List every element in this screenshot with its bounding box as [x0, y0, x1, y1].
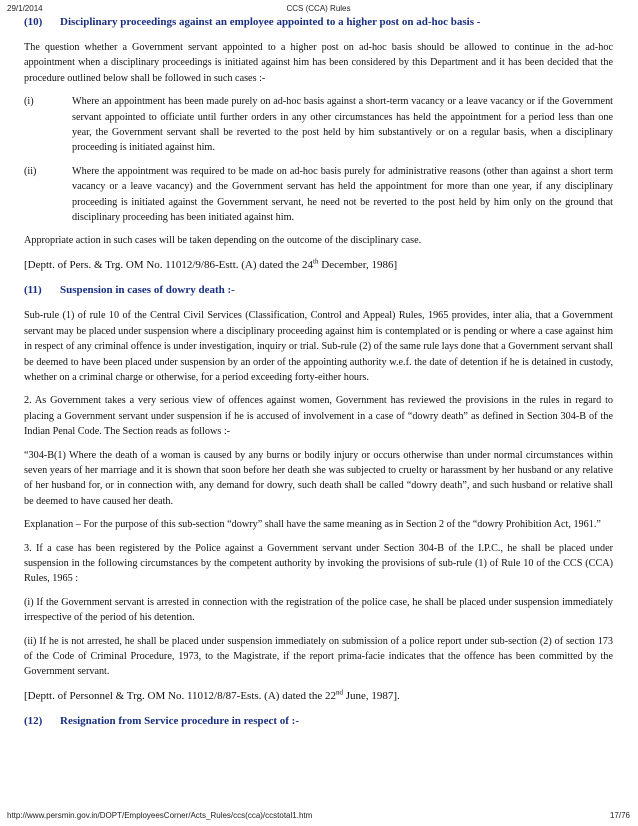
- section-10-heading: [24, 14, 613, 30]
- section-10-closing: Appropriate action in such cases will be taken depending on the outcome of the disciplinary case.: [24, 235, 422, 247]
- section-number: (11): [24, 284, 42, 297]
- section-11-clause-i: (i) If the Government servant is arrested in connection with the registration of the police case, he shall be placed under suspension immediately irrespective of the period of his detention.: [24, 596, 613, 624]
- item-text: Where the appointment was required to be made on ad-hoc basis purely for administrative reasons (other than against a short term vacancy or a leave vacancy) and the Government servant has held the appointment for more than one year, if any disciplinary proceeding is initiated against the Government servant, he need not be reverted to the post held by him only on the ground that disciplinary proceeding has been initiated against him.: [72, 165, 613, 224]
- section-10-item-i: [24, 94, 613, 156]
- page-number: 17/76: [609, 811, 630, 820]
- reference-ordinal: nd: [335, 688, 343, 697]
- section-10-item-ii: [24, 164, 613, 226]
- section-11-heading: [24, 282, 613, 298]
- section-11-clause-ii: (ii) If he is not arrested, he shall be placed under suspension immediately on submission of a police report under sub-section (2) of section 173 of the Code of Criminal Procedure, 1973, to the Magistrate, if the report prima-facie indicates that the offence has been committed by the Government servant.: [24, 635, 613, 678]
- reference-text-end: June, 1987].: [342, 689, 400, 702]
- section-11-para-3: “304-B(1) Where the death of a woman is caused by any burns or bodily injury or occurs otherwise than under normal circumstances within seven years of her marriage and it is shown that soon before her death she was subjected to cruelty or harassment by her husband or any relative of her husband for, or in connection with, any demand for dowry, such death shall be called “dowry death”, and such husband or relative shall be deemed to have caused her death.: [24, 449, 613, 507]
- page-header: [7, 4, 630, 14]
- section-11-explanation: Explanation – For the purpose of this sub-section “dowry” shall have the same meaning as in Section 2 of the “dowry Prohibition Act, 1961.”: [24, 519, 601, 531]
- section-11-para-1: Sub-rule (1) of rule 10 of the Central Civil Services (Classification, Control and Appeal) Rules, 1965 provides, inter alia, that a Government servant may be placed under suspension where a disciplinary proceeding against him is contemplated or is pending or where a case against him in respect of any criminal offence is under investigation, inquiry or trial. Sub-rule (2) of the same rule lays done that a Government servant shall be deemed to have been placed under suspension by an order of the appointing authority w.e.f. the date of detention if he is detained in custody, whether on a criminal charge or otherwise, for a period exceeding forty-either hours.: [24, 310, 613, 383]
- section-title: Suspension in cases of dowry death :-: [60, 284, 235, 297]
- header-title: CCS (CCA) Rules: [286, 4, 351, 13]
- section-title: Disciplinary proceedings against an employee appointed to a higher post on ad-hoc basis -: [60, 16, 481, 28]
- section-11-reference: [24, 689, 613, 704]
- reference-text-end: December, 1986]: [318, 258, 398, 271]
- footer-url: http://www.persmin.gov.in/DOPT/EmployeesCorner/Acts_Rules/ccs(cca)/ccstotal1.htm: [7, 811, 313, 820]
- reference-text: [Deptt. of Pers. & Trg. OM No. 11012/9/86-Estt. (A) dated the 24: [24, 258, 314, 271]
- reference-text: [Deptt. of Personnel & Trg. OM No. 11012/8/87-Ests. (A) dated the 22: [24, 689, 336, 702]
- header-date: 29/1/2014: [7, 4, 43, 13]
- section-12-heading: [24, 713, 613, 729]
- document-body: [24, 14, 613, 729]
- item-label: (ii): [24, 165, 37, 177]
- item-label: (i): [24, 96, 34, 108]
- section-10-intro: The question whether a Government servant appointed to a higher post on ad-hoc basis should be allowed to continue in the ad-hoc appointment when a disciplinary proceedings is initiated against him has been considered by this Department and it has been decided that the procedure outlined below shall be followed in such cases :-: [24, 42, 613, 84]
- section-title: Resignation from Service procedure in respect of :-: [60, 715, 300, 728]
- section-10-reference: [24, 258, 613, 273]
- section-number: (12): [24, 715, 43, 728]
- section-11-para-2: 2. As Government takes a very serious view of offences against women, Government has reviewed the provisions in the rules in regard to placing a Government servant under suspension if he is accused of involvement in a case of “dowry death” as defined in Section 304-B of the Indian Penal Code. The Section reads as follows :-: [24, 395, 613, 438]
- item-text: Where an appointment has been made purely on ad-hoc basis against a short-term vacancy or a leave vacancy or if the Government servant appointed to officiate until further orders in any other circumstances has held the appointment for a period less than one year, the Government servant shall be reverted to the post held by him substantively or on a regular basis, when a disciplinary proceeding is initiated against him.: [72, 96, 613, 154]
- section-number: (10): [24, 16, 43, 28]
- section-11-para-4: 3. If a case has been registered by the Police against a Government servant under Section 304-B of the I.P.C., he shall be placed under suspension in the following circumstances by the competent authority by invoking the provisions of sub-rule (1) of Rule 10 of the CCS (CCA) Rules, 1965 :: [24, 542, 613, 585]
- page-footer: [7, 811, 630, 821]
- reference-ordinal: th: [313, 257, 319, 266]
